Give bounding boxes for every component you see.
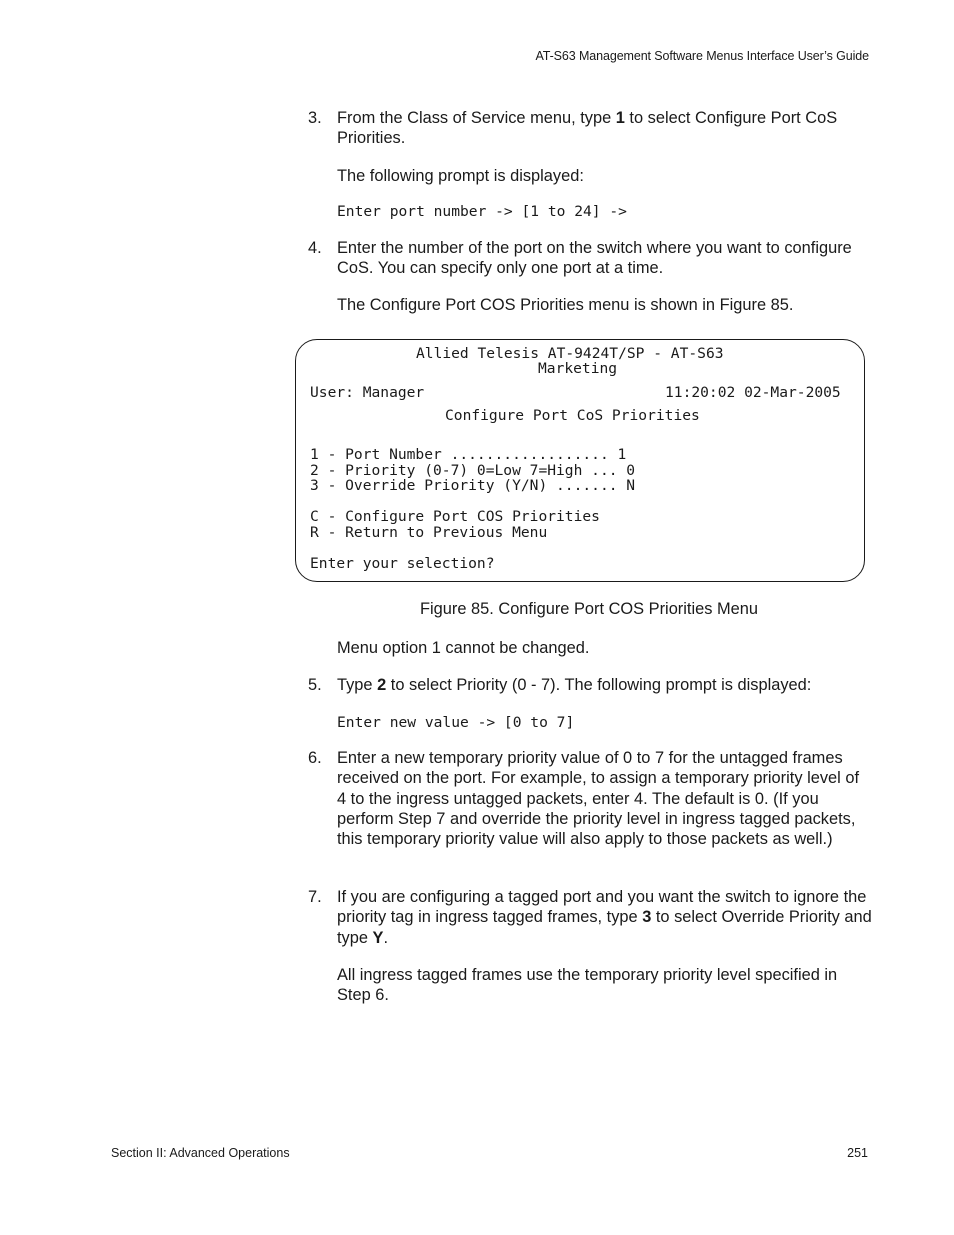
step-3-number: 3. xyxy=(308,109,322,127)
new-value-prompt: Enter new value -> [0 to 7] xyxy=(337,714,575,731)
menu-option-override: 3 - Override Priority (Y/N) ....... N xyxy=(310,477,636,494)
step-4-number: 4. xyxy=(308,239,322,257)
step-4-text: Enter the number of the port on the switch where you want to configure CoS. You can specify only one port at a time. xyxy=(337,239,852,278)
page-number: 251 xyxy=(847,1146,868,1160)
menu-option-port-number: 1 - Port Number .................. 1 xyxy=(310,446,627,463)
step-6-number: 6. xyxy=(308,749,322,767)
step-6-text: Enter a new temporary priority value of 0 to 7 for the untagged frames received on the port. For example, to assign a temporary priority level of 4 to the ingress untagged packets, enter 4. The default is 0. (If you perform Step 7 and override the priority level in ingress tagged packets, this temporary priority value will also apply to those packets as well.) xyxy=(337,749,860,849)
step-5-text: Type 2 to select Priority (0 - 7). The following prompt is displayed: xyxy=(337,676,812,694)
step-4-note: The Configure Port COS Priorities menu is shown in Figure 85. xyxy=(337,296,794,314)
step-3-text: From the Class of Service menu, type 1 to select Configure Port CoS Priorities. xyxy=(337,109,838,148)
step-5-key: 2 xyxy=(377,676,387,694)
footer-section: Section II: Advanced Operations xyxy=(111,1146,290,1160)
step-3-key: 1 xyxy=(615,109,625,127)
terminal-timestamp: 11:20:02 02-Mar-2005 xyxy=(665,384,841,401)
menu-option-return: R - Return to Previous Menu xyxy=(310,524,548,541)
step-3-note: The following prompt is displayed: xyxy=(337,167,584,185)
terminal-menu-title: Configure Port CoS Priorities xyxy=(445,407,700,424)
step-7-note: All ingress tagged frames use the temporary priority level specified in Step 6. xyxy=(337,966,838,1005)
step-7-key-y: Y xyxy=(372,928,384,947)
step-7-text: If you are configuring a tagged port and you want the switch to ignore the priority tag in ingress tagged frames, type 3 to select Override Priority and type Y. xyxy=(337,888,872,947)
menu-option-configure: C - Configure Port COS Priorities xyxy=(310,508,600,525)
terminal-product-line: Allied Telesis AT-9424T/SP - AT-S63 xyxy=(416,345,724,362)
running-header: AT-S63 Management Software Menus Interface User’s Guide xyxy=(535,49,869,63)
terminal-user: User: Manager xyxy=(310,384,425,401)
step-7-number: 7. xyxy=(308,888,322,906)
terminal-system-name: Marketing xyxy=(538,360,618,377)
port-number-prompt: Enter port number -> [1 to 24] -> xyxy=(337,203,627,220)
step-5-number: 5. xyxy=(308,676,322,694)
terminal-selection-prompt: Enter your selection? xyxy=(310,555,495,572)
menu-option-note: Menu option 1 cannot be changed. xyxy=(337,639,590,657)
terminal-screen xyxy=(295,339,865,582)
figure-caption: Figure 85. Configure Port COS Priorities Menu xyxy=(420,600,758,618)
step-7-key-3: 3 xyxy=(642,908,652,927)
menu-option-priority: 2 - Priority (0-7) 0=Low 7=High ... 0 xyxy=(310,462,636,479)
